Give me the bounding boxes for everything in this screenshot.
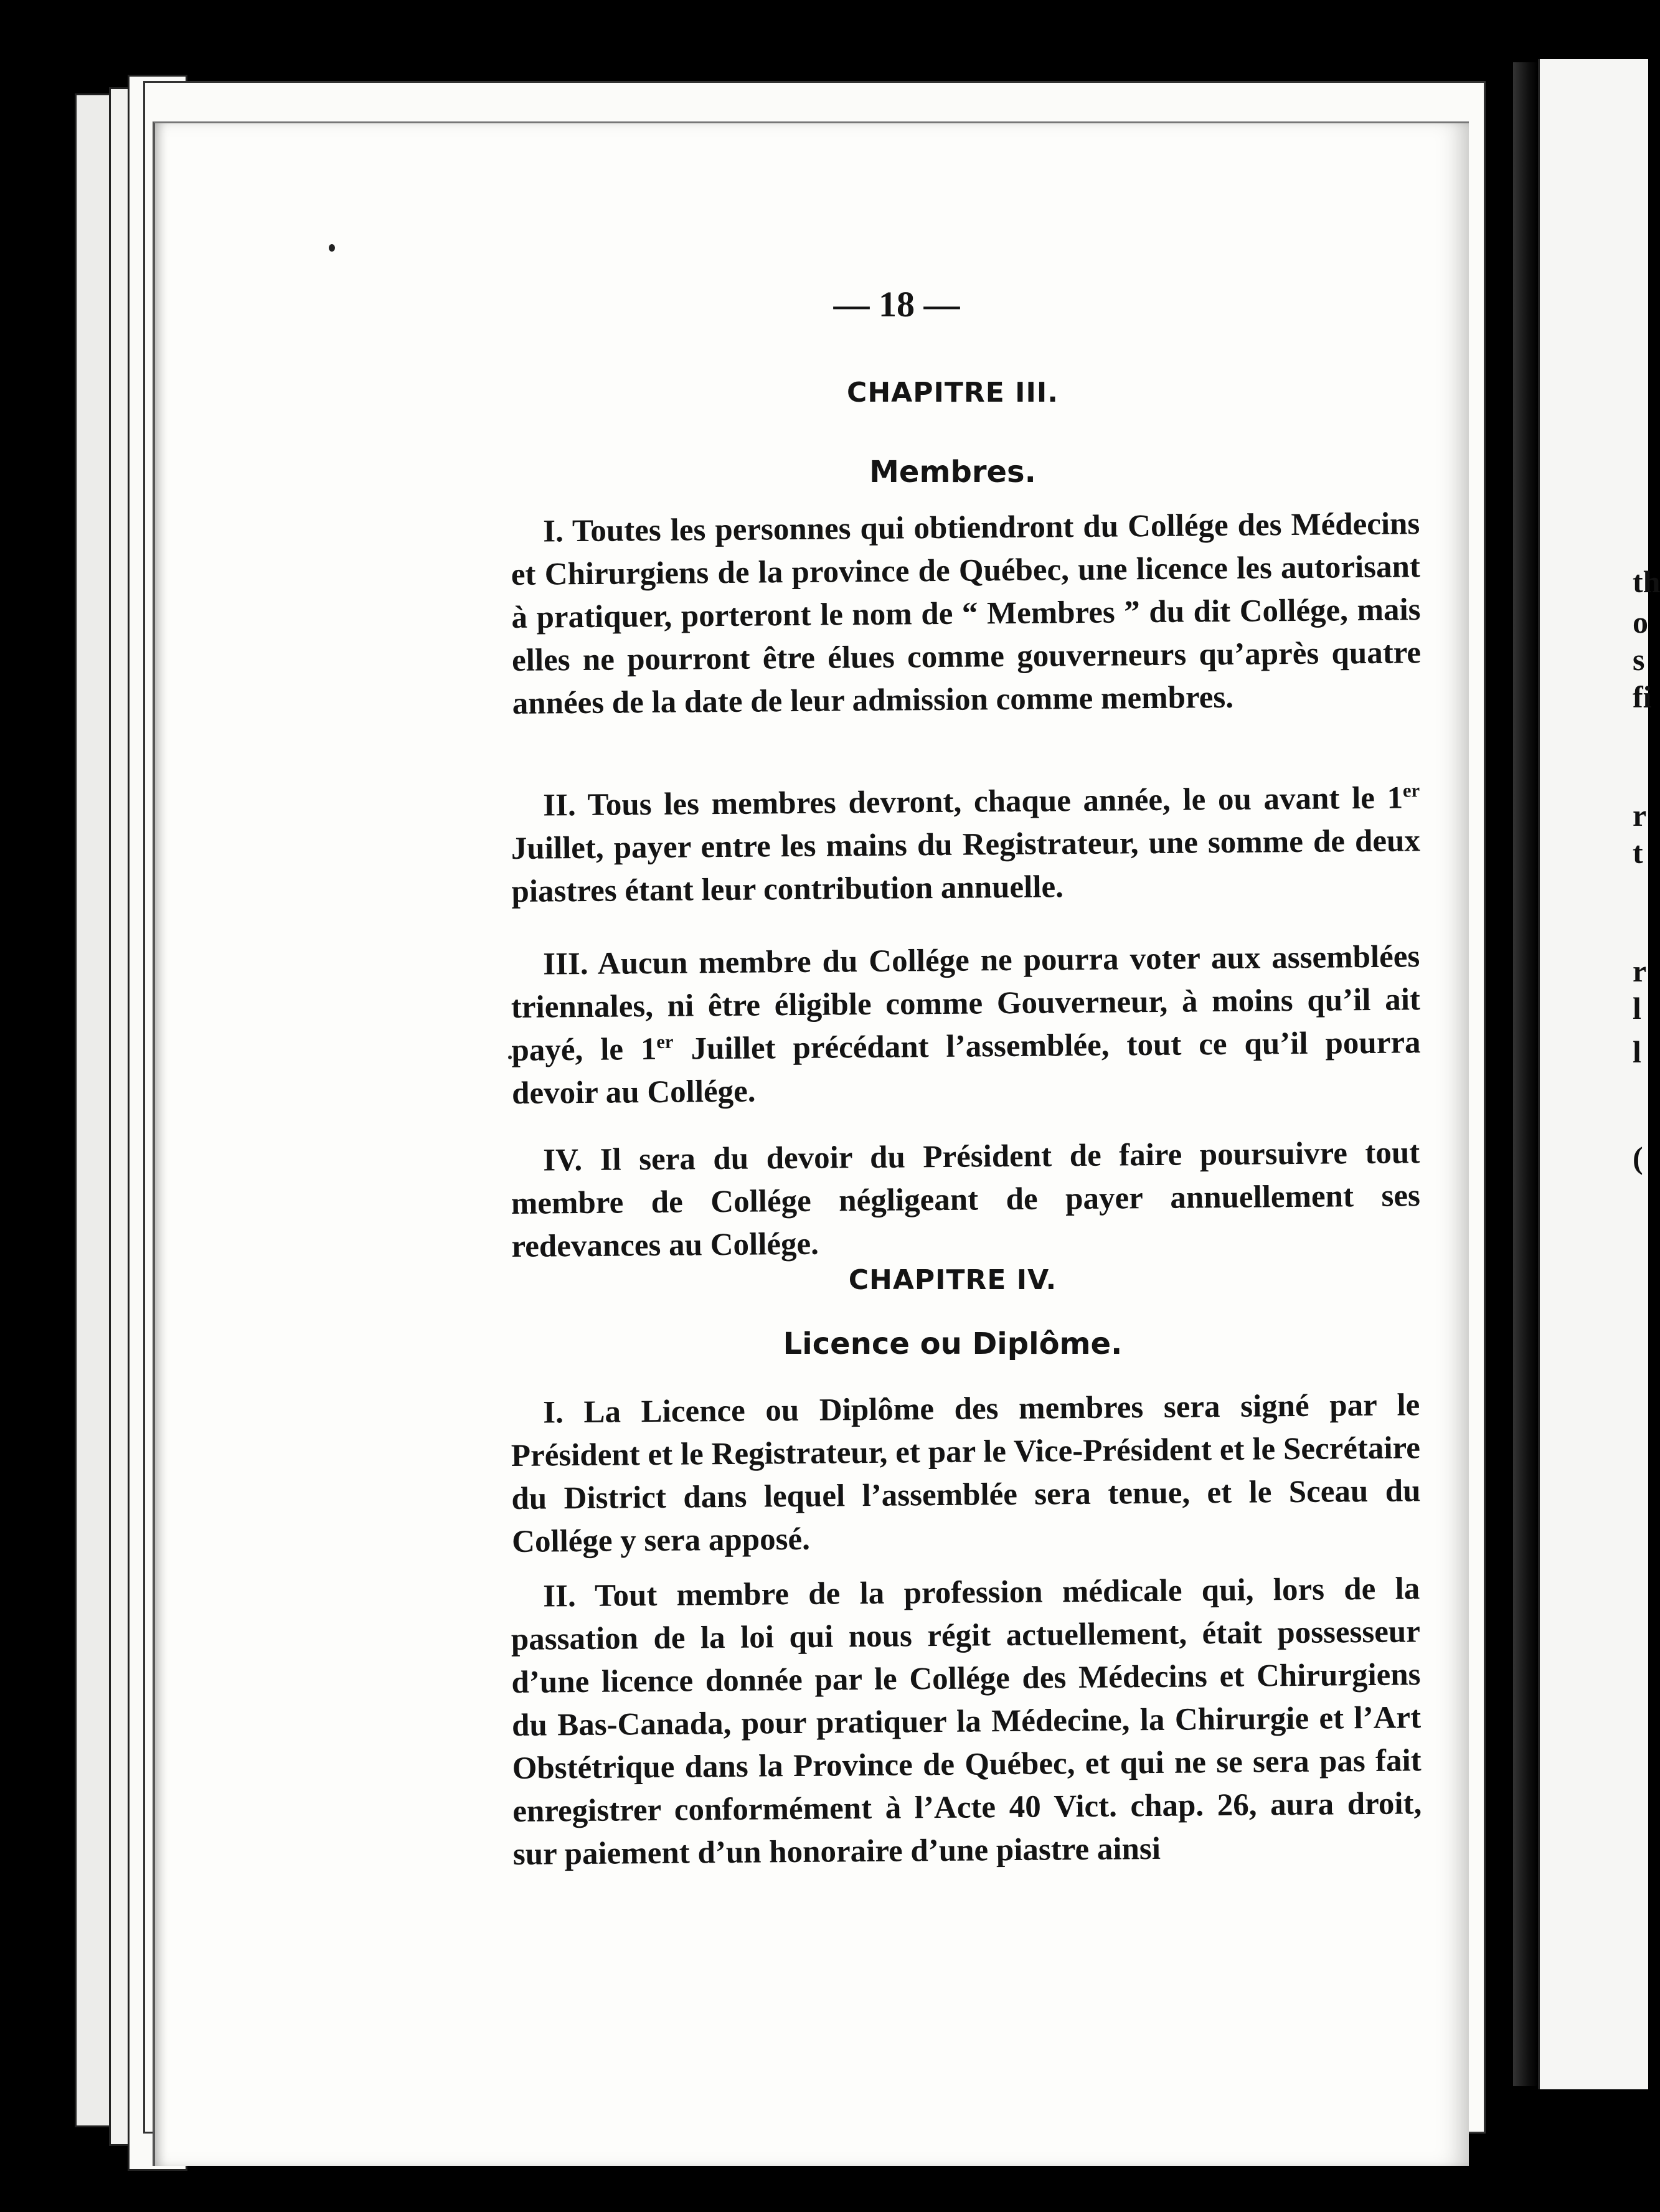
chapter-title: CHAPITRE IV.	[848, 1264, 1057, 1296]
next-page-fragment: t	[1633, 835, 1643, 870]
article-text: Juillet, payer entre les mains du Registrateur, une somme de deux piastres étant leur contribution annuelle.	[511, 823, 1421, 909]
page-number: — 18 —	[833, 284, 960, 324]
next-page-fragment: r	[1633, 798, 1647, 833]
article: II. Tout membre de la profession médicale qui, lors de la passation de la loi qui nous régit actuellement, était possesseur d’une licence donnée par le Collége des Médecins et Chirurgiens du Bas-Canada, pour pratiquer la Médecine, la Chirurgie et l’Art Obstétrique dans la Province de Québec, et qui ne se sera pas fait enregistrer conformément à l’Acte 40 Vict. chap. 26, aura droit, sur paiement d’un honoraire d’une piastre ainsi	[511, 1571, 1422, 1872]
article	[511, 935, 1421, 1115]
next-page-fragment: l	[1633, 1034, 1641, 1069]
article: I. La Licence ou Diplôme des membres sera signé par le Président et le Registrateur, et par le Vice-Président et le Secrétaire du District dans lequel l’assemblée sera tenue, et le Sceau du Collége y sera apposé.	[511, 1387, 1421, 1559]
next-page-fragment: l	[1633, 991, 1641, 1026]
article: IV. Il sera du devoir du Président de faire poursuivre tout membre de Collége négligeant de payer annuellement ses redevances au Collége.	[511, 1135, 1421, 1264]
chapter-subtitle: Membres.	[869, 455, 1036, 489]
article-text: III. Aucun membre du Collége ne pourra voter aux assemblées triennales, ni être éligible comme Gouverneur, à moins qu’il ait payé, le 1	[511, 939, 1421, 1068]
chapter-title: CHAPITRE III.	[847, 377, 1059, 409]
next-page-fragment: s	[1633, 642, 1645, 677]
book-binding	[1513, 62, 1538, 2086]
next-page-edge	[1538, 59, 1648, 2089]
ordinal-suffix: er	[656, 1031, 674, 1052]
article	[511, 777, 1421, 914]
next-page-fragment: o	[1633, 605, 1648, 640]
ordinal-suffix: er	[1402, 780, 1420, 801]
bleed-through	[492, 336, 1438, 374]
next-page-fragment: r	[1633, 953, 1647, 988]
next-page-fragment: th	[1633, 564, 1660, 599]
chapter-subtitle: Licence ou Diplôme.	[783, 1326, 1123, 1361]
next-page-fragment: fi	[1633, 679, 1652, 714]
ink-speck	[329, 244, 335, 252]
next-page-fragment: (	[1633, 1140, 1643, 1175]
article-text: II. Tous les membres devront, chaque année, le ou avant le 1	[543, 780, 1403, 823]
article: I. Toutes les personnes qui obtiendront du Collége des Médecins et Chirurgiens de la province de Québec, une licence les autorisant à pratiquer, porteront le nom de “ Membres ” du dit Collége, mais elles ne pourront être élues comme gouverneurs qu’après quatre années de la date de leur admission comme membres.	[511, 506, 1422, 721]
article-text: Juillet précédant l’assemblée, tout ce qu’il pourra devoir au Collége.	[511, 1025, 1421, 1111]
